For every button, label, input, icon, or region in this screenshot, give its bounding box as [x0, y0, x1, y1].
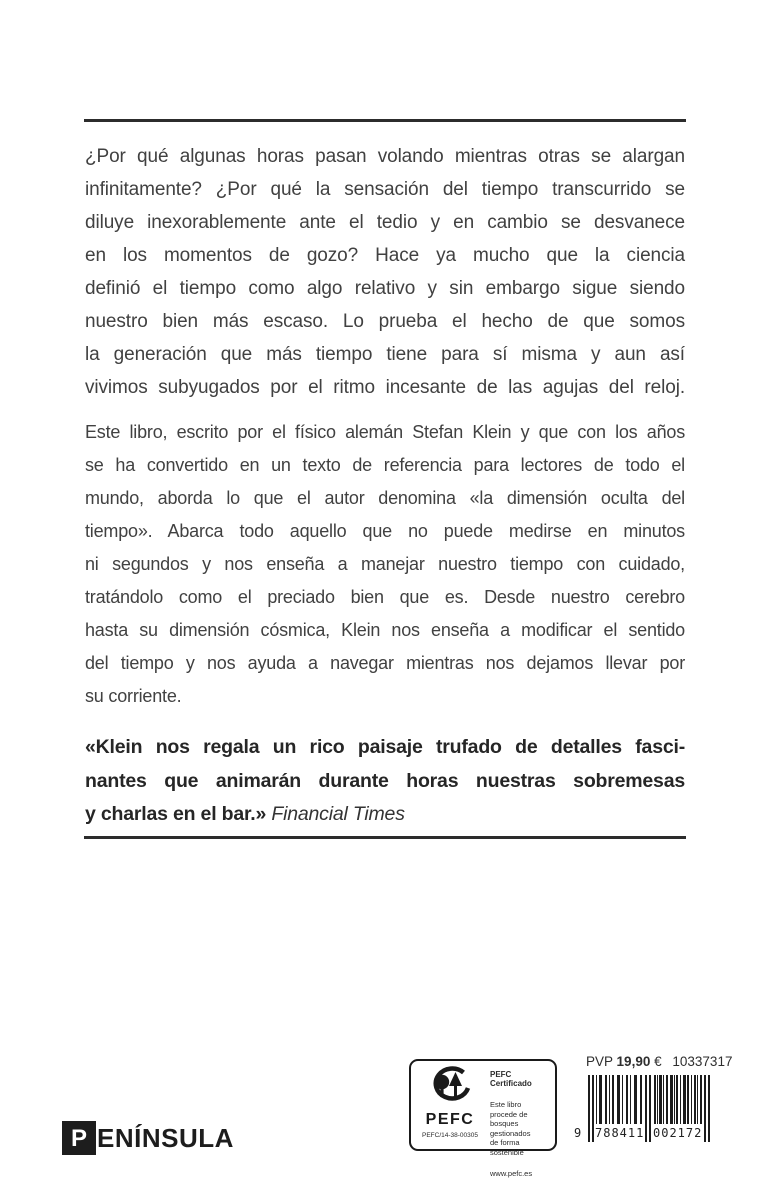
- pefc-website: www.pefc.es: [490, 1169, 533, 1178]
- text-line: definió el tiempo como algo relativo y sin embargo sigue siendo: [85, 278, 685, 299]
- text-line: su corriente.: [85, 686, 182, 706]
- pefc-certificate-title: PEFC Certificado: [490, 1070, 532, 1088]
- price-line: [586, 1054, 733, 1069]
- text-line: la generación que más tiempo tiene para sí misma y aun así: [85, 344, 685, 365]
- text-line: ¿Por qué algunas horas pasan volando mientras otras se alargan: [85, 146, 685, 167]
- pefc-logo-text: PEFC: [425, 1111, 475, 1128]
- text-line: hasta su dimensión cósmica, Klein nos enseña a modificar el sentido: [85, 620, 685, 640]
- barcode-digits-right: 002172: [653, 1126, 703, 1140]
- price-amount: 19,90: [616, 1054, 651, 1069]
- quote-line: [85, 798, 685, 832]
- press-quote: [85, 731, 685, 832]
- price-label: PVP: [586, 1054, 613, 1069]
- top-divider-line: [84, 119, 686, 122]
- bottom-divider-line: [84, 836, 686, 839]
- text-line: tratándolo como el preciado bien que es. Desde nuestro cerebro: [85, 587, 685, 607]
- publisher-name: ENÍNSULA: [97, 1123, 234, 1153]
- text-line: vivimos subyugados por el ritmo incesante de las agujas del reloj.: [85, 377, 685, 398]
- quote-closing: y charlas en el bar.»: [85, 803, 267, 825]
- text-line: mundo, aborda lo que el autor denomina «la dimensión oculta del: [85, 488, 685, 508]
- product-code: 10337317: [672, 1054, 733, 1069]
- text-line: del tiempo y nos ayuda a navegar mientras nos dejamos llevar por: [85, 653, 685, 673]
- barcode-digits-left: 788411: [595, 1126, 645, 1140]
- text-line: diluye inexorablemente ante el tedio y en cambio se desvanece: [85, 212, 685, 233]
- text-line: infinitamente? ¿Por qué la sensación del tiempo transcurrido se: [85, 179, 685, 200]
- publisher-logo: [62, 1121, 234, 1155]
- text-line: nuestro bien más escaso. Lo prueba el hecho de que somos: [85, 311, 685, 332]
- quote-line: «Klein nos regala un rico paisaje trufado de detalles fasci-: [85, 736, 685, 758]
- pefc-license-code: PEFC/14-38-00305: [421, 1132, 478, 1139]
- barcode-prefix-digit: 9: [574, 1126, 582, 1140]
- currency-symbol: €: [654, 1054, 662, 1069]
- isbn-barcode: [574, 1075, 712, 1143]
- text-line: Este libro, escrito por el físico alemán Stefan Klein y que con los años: [85, 422, 685, 442]
- pefc-description-line: Este libro procede de: [490, 1100, 528, 1119]
- pefc-text-column: [482, 1066, 550, 1178]
- text-line: tiempo». Abarca todo aquello que no puede medirse en minutos: [85, 521, 685, 541]
- publisher-logo-mark: [62, 1121, 96, 1155]
- pefc-trees-icon: [427, 1066, 473, 1111]
- quote-source: Financial Times: [271, 803, 405, 825]
- publisher-initial: P: [70, 1125, 87, 1152]
- synopsis-paragraph-2: [85, 416, 685, 713]
- text-line: en los momentos de gozo? Hace ya mucho que la ciencia: [85, 245, 685, 266]
- pefc-logo-column: [418, 1066, 482, 1144]
- text-line: ni segundos y nos enseña a manejar nuestro tiempo con cuidado,: [85, 554, 685, 574]
- pefc-description-line: bosques gestionados: [490, 1119, 531, 1138]
- pefc-description: [490, 1100, 550, 1157]
- text-line: se ha convertido en un texto de referencia para lectores de todo el: [85, 455, 685, 475]
- pefc-certification-label: [409, 1059, 557, 1178]
- quote-line: nantes que animarán durante horas nuestras sobremesas: [85, 769, 685, 792]
- pefc-description-line: de forma sostenible: [490, 1138, 524, 1157]
- synopsis-paragraph-1: [85, 140, 685, 404]
